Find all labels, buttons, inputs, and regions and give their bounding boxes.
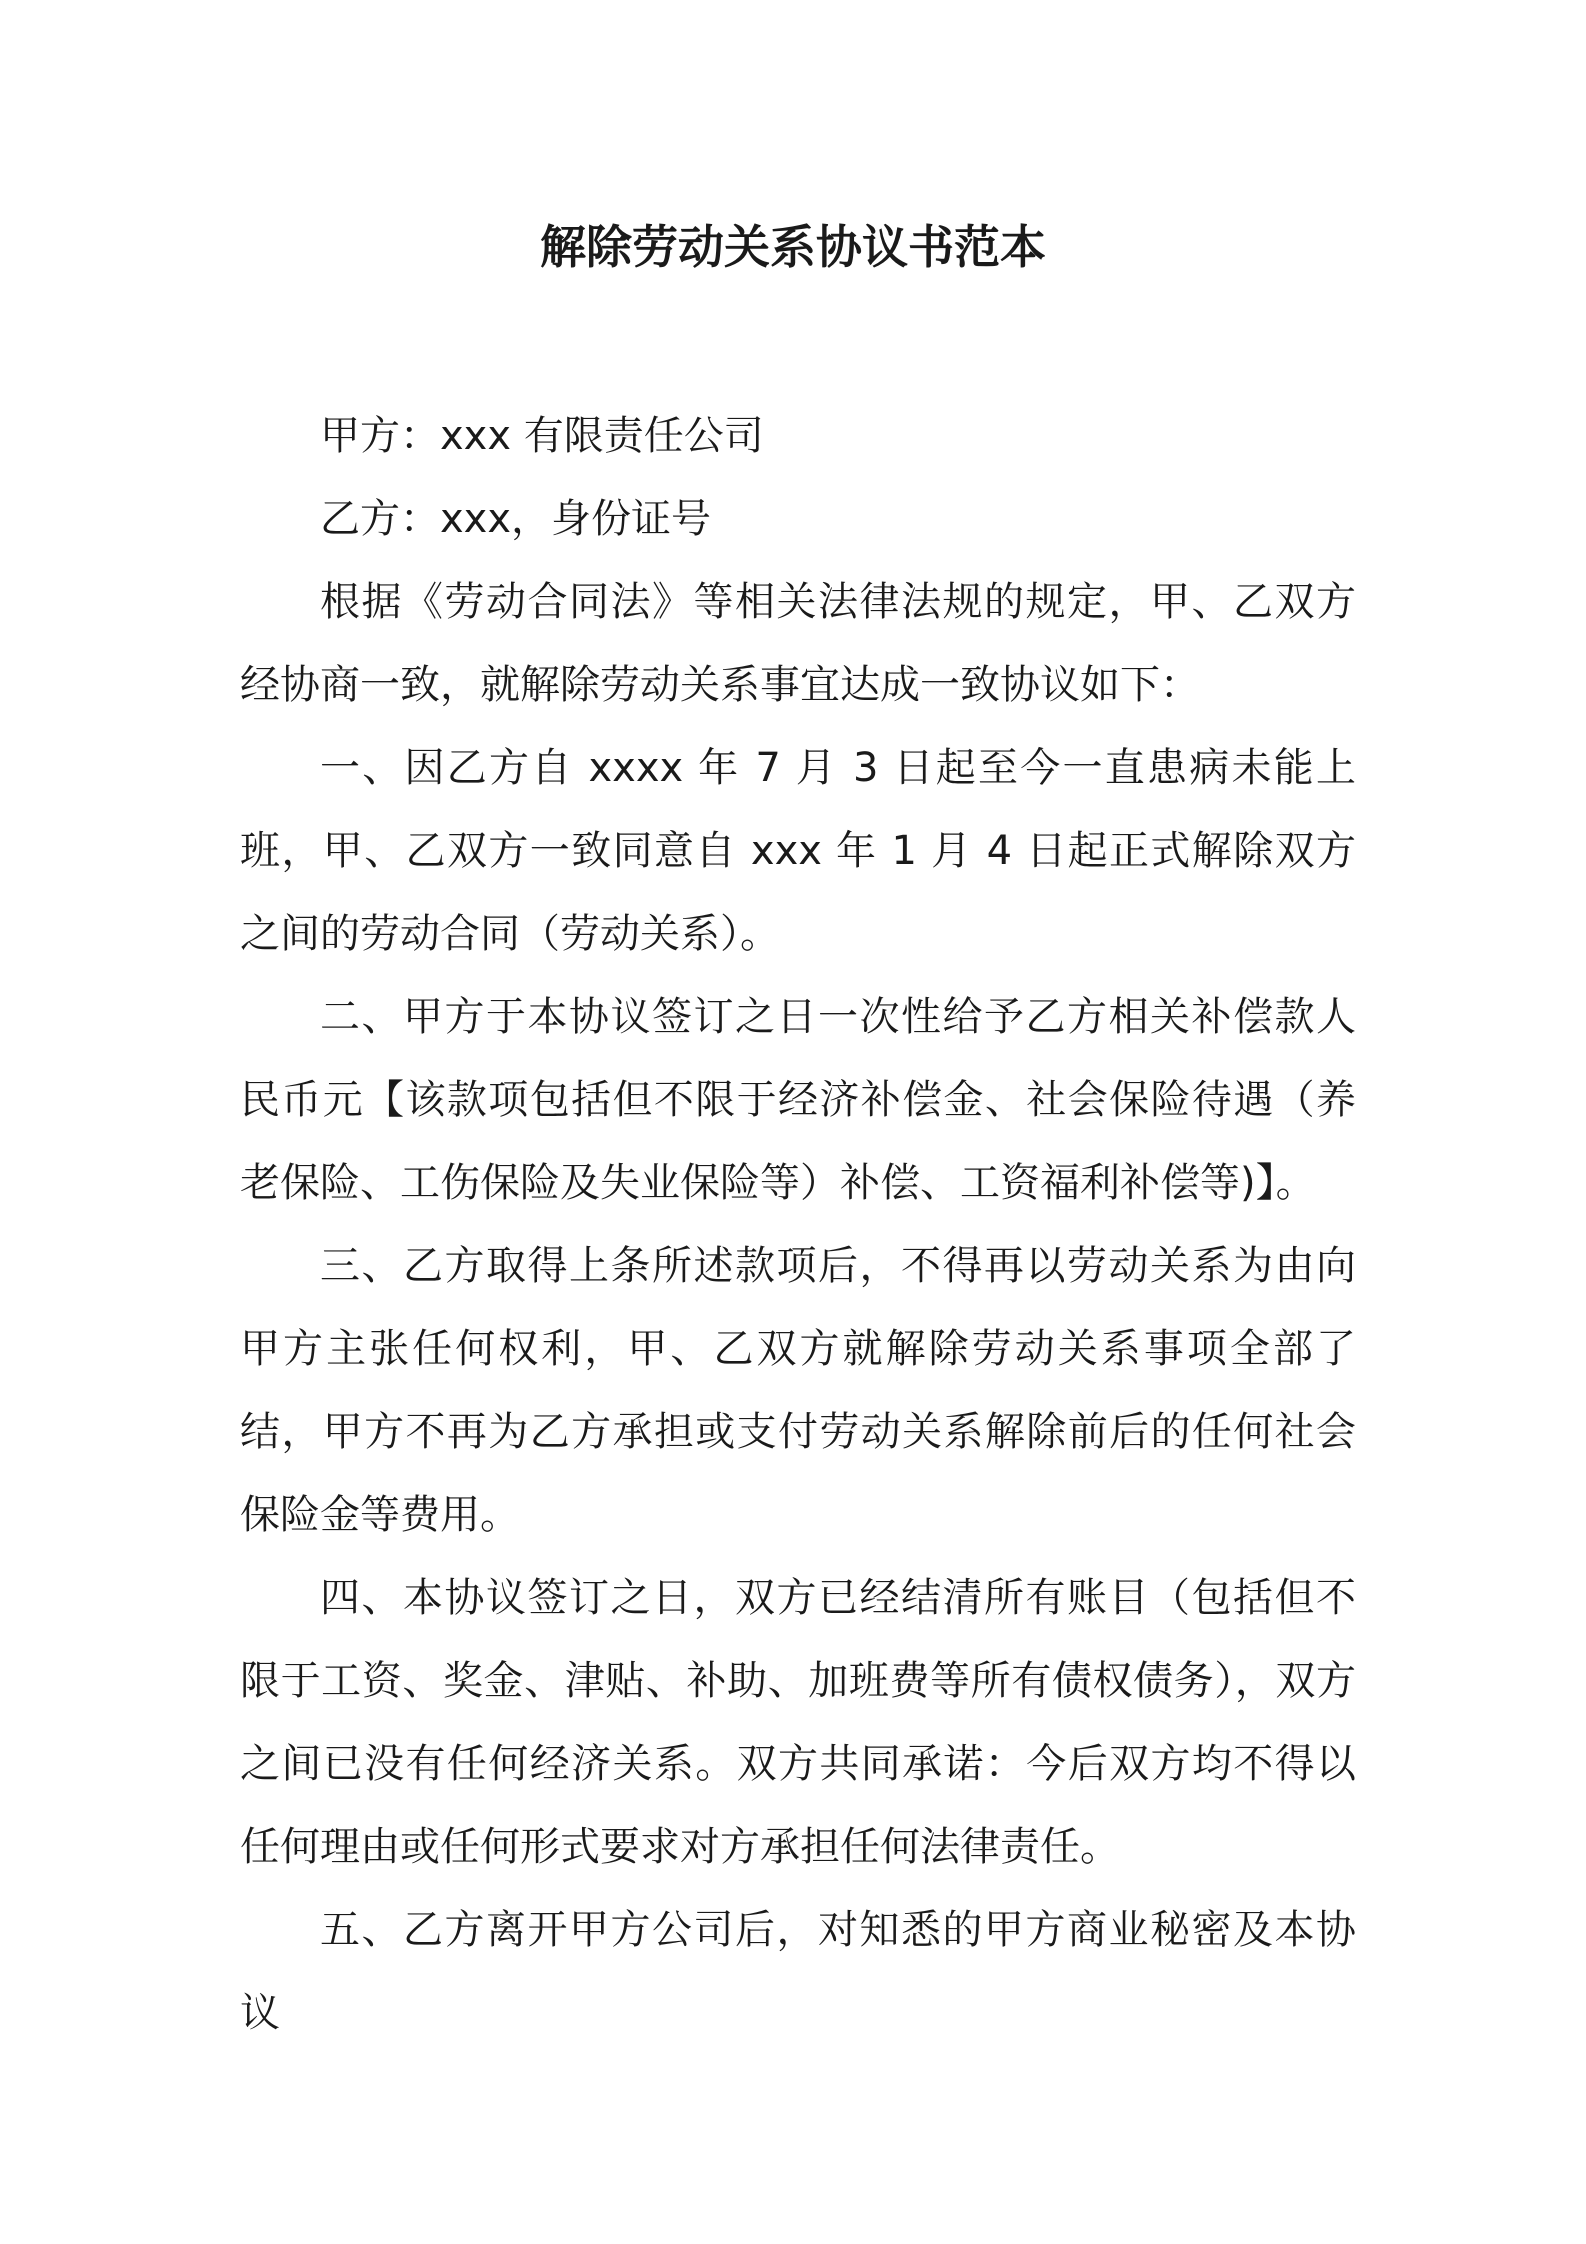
clause-4: 四、本协议签订之日，双方已经结清所有账目（包括但不限于工资、奖金、津贴、补助、加班费等所有债权债务），双方之间已没有任何经济关系。双方共同承诺：今后双方均不得以任何理由或任何形式要求对方承担任何法律责任。: [240, 1575, 1356, 1870]
document-title: 解除劳动关系协议书范本: [540, 220, 1046, 274]
document-body: [240, 395, 1356, 2055]
preamble-paragraph: 根据《劳动合同法》等相关法律法规的规定，甲、乙双方经协商一致，就解除劳动关系事宜达成一致协议如下：: [240, 579, 1356, 708]
party-a-line: 甲方：xxx 有限责任公司: [320, 413, 764, 459]
clause-3: 三、乙方取得上条所述款项后，不得再以劳动关系为由向甲方主张任何权利，甲、乙双方就解除劳动关系事项全部了结，甲方不再为乙方承担或支付劳动关系解除前后的任何社会保险金等费用。: [240, 1243, 1356, 1538]
clause-1: 一、因乙方自 xxxx 年 7 月 3 日起至今一直患病未能上班，甲、乙双方一致同意自 xxx 年 1 月 4 日起正式解除双方之间的劳动合同（劳动关系）。: [240, 745, 1356, 957]
party-b-line: 乙方：xxx，身份证号: [320, 496, 712, 542]
clause-2: 二、甲方于本协议签订之日一次性给予乙方相关补偿款人民币元【该款项包括但不限于经济补偿金、社会保险待遇（养老保险、工伤保险及失业保险等）补偿、工资福利补偿等)】。: [240, 994, 1356, 1206]
clause-5: 五、乙方离开甲方公司后，对知悉的甲方商业秘密及本协议: [240, 1907, 1356, 2036]
